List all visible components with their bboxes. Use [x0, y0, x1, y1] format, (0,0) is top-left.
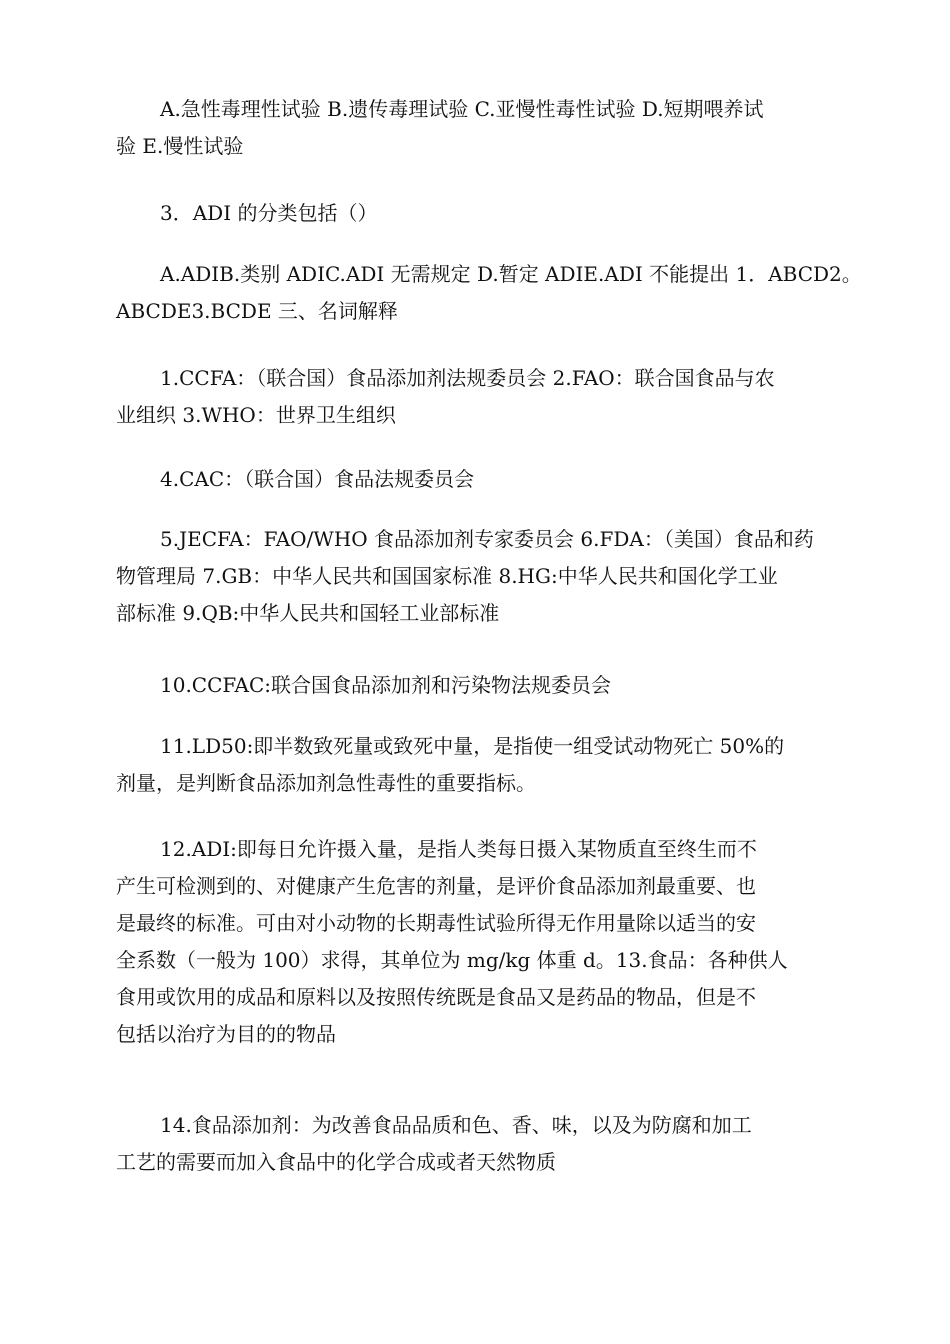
text-line: 工艺的需要而加入食品中的化学合成或者天然物质 [116, 1150, 556, 1174]
paragraph-term-4 [116, 461, 832, 498]
text-line: 1.CCFA：（联合国）食品添加剂法规委员会 2.FAO：联合国食品与农 [160, 366, 775, 390]
paragraph-question-3 [116, 195, 832, 232]
text-line: 11.LD50:即半数致死量或致死中量，是指使一组受试动物死亡 50%的 [160, 734, 785, 758]
text-line: 剂量，是判断食品添加剂急性毒性的重要指标。 [116, 771, 536, 795]
paragraph-options-adi-and-answers [116, 256, 862, 330]
text-line: 部标准 9.QB:中华人民共和国轻工业部标准 [116, 601, 500, 625]
paragraph-terms-12-13 [116, 831, 832, 1053]
paragraph-term-11 [116, 728, 832, 802]
text-line: 12.ADI:即每日允许摄入量，是指人类每日摄入某物质直至终生而不 [160, 837, 757, 861]
paragraph-terms-5-9 [116, 521, 832, 632]
text-line: A.急性毒理性试验 B.遗传毒理试验 C.亚慢性毒性试验 D.短期喂养试 [160, 97, 764, 121]
text-line: 验 E.慢性试验 [116, 134, 244, 158]
paragraph-term-10 [116, 667, 832, 704]
text-line: 食用或饮用的成品和原料以及按照传统既是食品又是药品的物品，但是不 [116, 985, 756, 1009]
text-line: A.ADIB.类别 ADIC.ADI 无需规定 D.暂定 ADIE.ADI 不能提出 1．ABCD2。 [160, 262, 862, 286]
paragraph-terms-1-3 [116, 360, 832, 434]
text-line: 3．ADI 的分类包括（） [160, 201, 378, 225]
text-line: 包括以治疗为目的的物品 [116, 1022, 336, 1046]
text-line: 产生可检测到的、对健康产生危害的剂量，是评价食品添加剂最重要、也 [116, 874, 756, 898]
text-line: 4.CAC：（联合国）食品法规委员会 [160, 467, 475, 491]
paragraph-options-toxicology-tests [116, 91, 832, 165]
text-line: 全系数（一般为 100）求得，其单位为 mg/kg 体重 d。13.食品：各种供人 [116, 948, 788, 972]
text-line: 5.JECFA：FAO/WHO 食品添加剂专家委员会 6.FDA：（美国）食品和药 [160, 527, 814, 551]
paragraph-term-14 [116, 1107, 832, 1181]
text-line: ABCDE3.BCDE 三、名词解释 [116, 299, 398, 323]
text-line: 业组织 3.WHO：世界卫生组织 [116, 403, 396, 427]
text-line: 14.食品添加剂：为改善食品品质和色、香、味，以及为防腐和加工 [160, 1113, 752, 1137]
text-line: 物管理局 7.GB：中华人民共和国国家标准 8.HG:中华人民共和国化学工业 [116, 564, 778, 588]
text-line: 10.CCFAC:联合国食品添加剂和污染物法规委员会 [160, 673, 612, 697]
text-line: 是最终的标准。可由对小动物的长期毒性试验所得无作用量除以适当的安 [116, 911, 756, 935]
